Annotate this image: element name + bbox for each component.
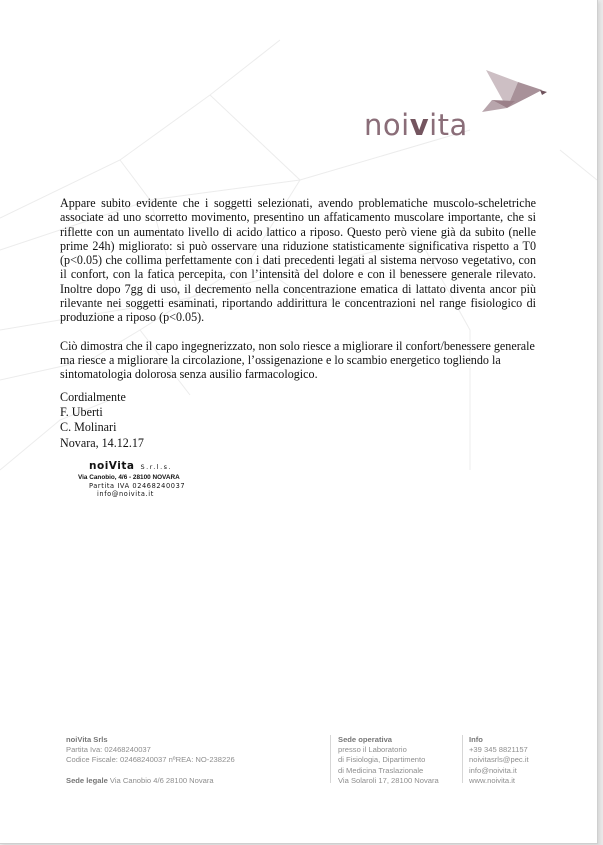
footer-operations-title: Sede operativa xyxy=(338,735,393,744)
stamp-address: Via Canobio, 4/6 - 28100 NOVARA xyxy=(78,474,180,481)
footer-fiscal-code: Codice Fiscale: 02468240037 nºREA: NO-238226 xyxy=(66,755,235,765)
letter-body xyxy=(60,196,536,382)
footer-legal-label: Sede legale xyxy=(66,775,108,785)
signatory-2: C. Molinari xyxy=(60,420,117,435)
footer-email: info@noivita.it xyxy=(469,765,517,775)
footer-company-title: noiVita Srls xyxy=(66,735,108,744)
brand-wordmark-suffix: ita xyxy=(429,108,468,142)
footer-info xyxy=(469,735,559,786)
footer-phone: +39 345 8821157 xyxy=(469,745,528,755)
footer-vat: Partita Iva: 02468240037 xyxy=(66,745,151,755)
stamp-vat: Partita IVA 02468240037 xyxy=(89,482,186,490)
body-paragraph-2: Ciò dimostra che il capo ingegnerizzato, non solo riesce a migliorare il confort/benessere generale ma riesce a migliorare la circolazione, l’ossigenazione e lo scambio energetico togliendo la sintomatologia dolorosa senza ausilio farmacologico. xyxy=(60,338,535,382)
origami-bird-icon xyxy=(0,0,597,160)
brand-wordmark xyxy=(364,108,468,142)
footer-operations-line: di Fisiologia, Dipartimento xyxy=(338,755,426,765)
stamp-company-suffix: S.r.l.s. xyxy=(140,463,173,471)
footer-legal-seat xyxy=(66,776,306,786)
brand-wordmark-prefix: noi xyxy=(364,108,410,142)
footer-operations-line: di Medicina Traslazionale xyxy=(338,765,424,775)
footer-operations-line: Via Solaroli 17, 28100 Novara xyxy=(338,775,439,785)
footer-divider xyxy=(330,735,331,783)
footer-company xyxy=(66,735,306,786)
signatory-1: F. Uberti xyxy=(60,405,103,420)
stamp-company xyxy=(89,460,172,472)
brand-wordmark-v: v xyxy=(409,108,430,142)
footer-pec: noivitasrls@pec.it xyxy=(469,755,529,765)
footer-operations-line: presso il Laboratorio xyxy=(338,745,407,755)
footer-info-title: Info xyxy=(469,735,483,744)
footer-operations xyxy=(338,735,448,786)
body-paragraph-1: Appare subito evidente che i soggetti selezionati, avendo problematiche muscolo-scheletriche associate ad uno scorretto movimento, presentino un affaticamento muscolare importante, che si riflette con un aumentato livello di acido lattico a riposo. Questo però viene già da subito (nelle prime 24h) migliorato: si può osservare una riduzione statisticamente significativa rispetto a T0 (p<0.05) che collima perfettamente con i dati precedenti legati al sistema nervoso vegetativo, con il confort, con la fatica percepita, con l’intensità del dolore e con il benessere generale rilevato. Inoltre dopo 7gg di uso, il decremento nella concentrazione ematica di lattato diventa ancor più rilevante nei soggetti esaminati, riportando addirittura le concentrazioni nel range fisiologico di produzione a riposo (p<0.05). xyxy=(60,196,536,325)
footer-website: www.noivita.it xyxy=(469,775,515,785)
footer-spacer xyxy=(66,766,306,776)
place-date: Novara, 14.12.17 xyxy=(60,435,144,450)
stamp-email: info@noivita.it xyxy=(97,490,154,498)
footer-divider xyxy=(462,735,463,783)
closing: Cordialmente xyxy=(60,390,126,404)
stamp-company-name: noiVita xyxy=(89,460,135,472)
footer-legal-value: Via Canobio 4/6 28100 Novara xyxy=(109,775,214,785)
signature-block xyxy=(60,390,144,451)
